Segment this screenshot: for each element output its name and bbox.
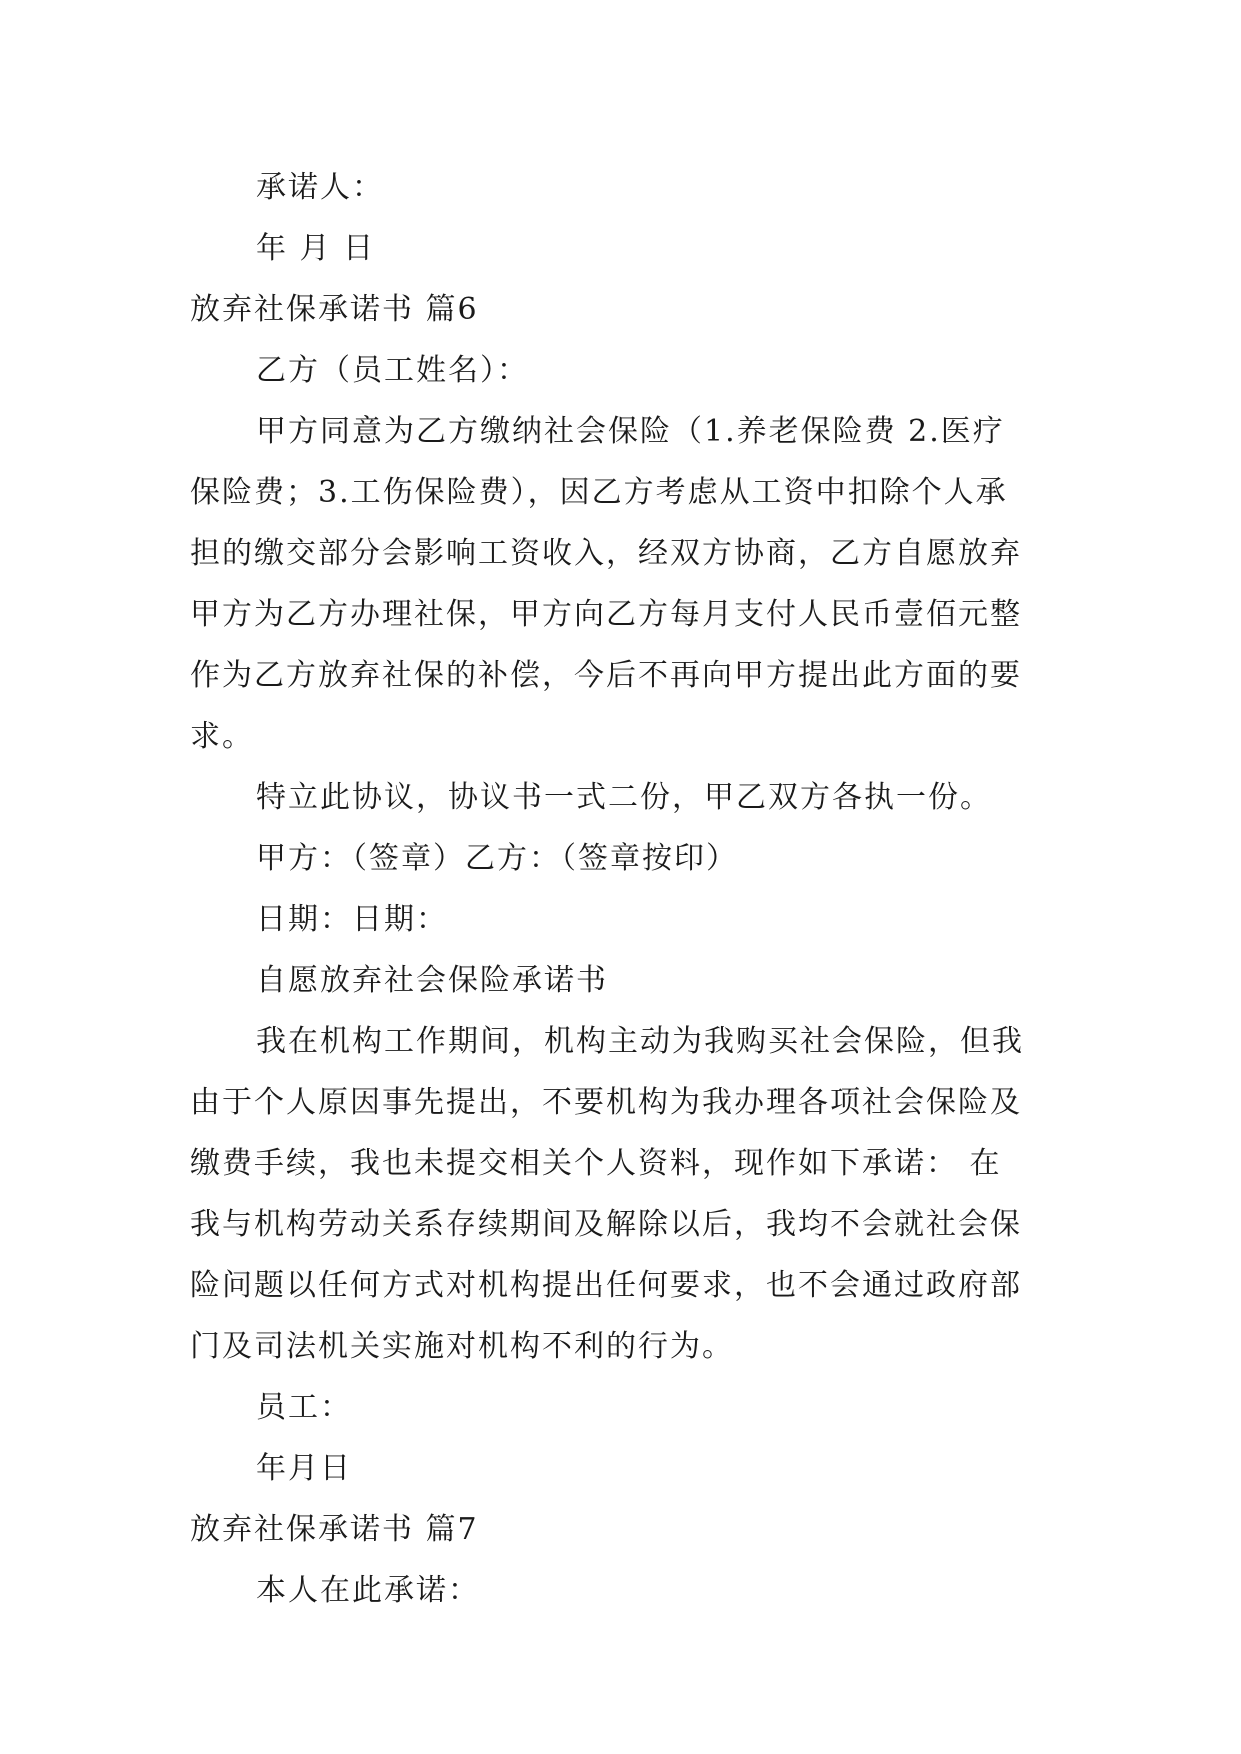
paragraph-line: 甲方同意为乙方缴纳社会保险（1.养老保险费 2.医疗: [256, 414, 1005, 449]
paragraph-line: 甲方为乙方办理社保，甲方向乙方每月支付人民币壹佰元整: [190, 597, 1022, 632]
date-line: 年月日: [256, 1451, 352, 1486]
paragraph-line: 作为乙方放弃社保的补偿，今后不再向甲方提出此方面的要: [190, 658, 1022, 693]
promise-line: 本人在此承诺：: [256, 1573, 480, 1608]
employee-line: 员工：: [256, 1390, 352, 1425]
paragraph-line: 担的缴交部分会影响工资收入，经双方协商，乙方自愿放弃: [190, 536, 1022, 571]
paragraph-line: 求。: [190, 719, 254, 754]
paragraph-line: 我在机构工作期间，机构主动为我购买社会保险，但我: [256, 1024, 1024, 1059]
paragraph-line: 我与机构劳动关系存续期间及解除以后，我均不会就社会保: [190, 1207, 1022, 1242]
party-b-line: 乙方（员工姓名）：: [256, 353, 529, 388]
section-heading-7: 放弃社保承诺书 篇7: [190, 1512, 479, 1547]
paragraph-line: 由于个人原因事先提出，不要机构为我办理各项社会保险及: [190, 1085, 1022, 1120]
agreement-line: 特立此协议，协议书一式二份，甲乙双方各执一份。: [256, 780, 992, 815]
paragraph-line: 缴费手续，我也未提交相关个人资料，现作如下承诺： 在: [190, 1146, 1002, 1181]
section-heading-6: 放弃社保承诺书 篇6: [190, 292, 479, 327]
signature-line: 甲方：（签章）乙方：（签章按印）: [256, 841, 738, 876]
document-body: [190, 157, 1070, 1621]
paragraph-line: 门及司法机关实施对机构不利的行为。: [190, 1329, 734, 1364]
date-line: 年 月 日: [256, 231, 376, 266]
signatory-line: 承诺人：: [256, 170, 384, 205]
paragraph-line: 险问题以任何方式对机构提出任何要求，也不会通过政府部: [190, 1268, 1022, 1303]
dates-line: 日期：日期：: [256, 902, 448, 937]
subtitle-line: 自愿放弃社会保险承诺书: [256, 963, 608, 998]
paragraph-line: 保险费；3.工伤保险费），因乙方考虑从工资中扣除个人承: [190, 475, 1008, 510]
